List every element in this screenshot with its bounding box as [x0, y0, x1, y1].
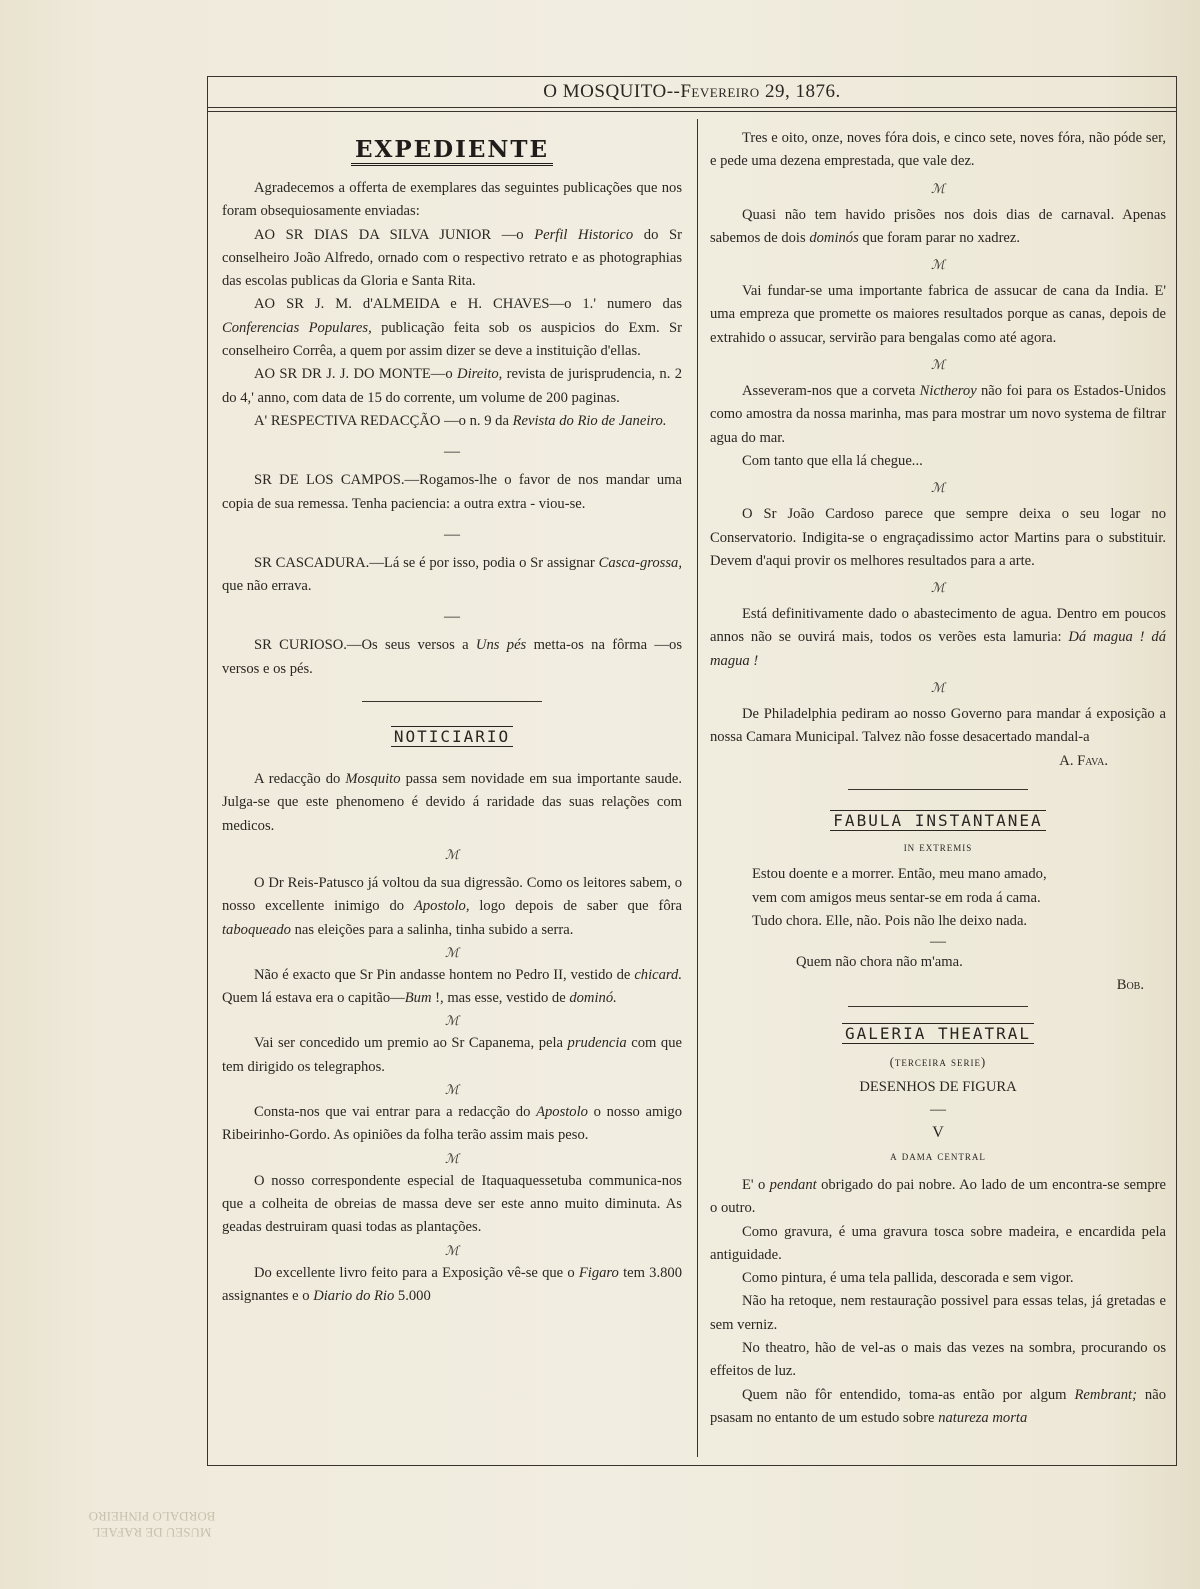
- separator-ornament: ℳ: [445, 1082, 459, 1098]
- signature-bob: Bob.: [1116, 977, 1144, 994]
- masthead: [208, 81, 1176, 105]
- poem-line-4: Quem não chora não m'ama.: [796, 954, 963, 971]
- separator-ornament: ℳ: [931, 480, 945, 496]
- news-item-3: Não é exacto que Sr Pin andasse hontem no Pedro II, vestido de chicard. Quem lá estava era o capitão—Bum !, mas esse, vestido de dominó.: [222, 966, 682, 1007]
- separator-ornament: ℳ: [931, 580, 945, 596]
- masthead-date: 29, 1876.: [759, 81, 841, 102]
- separator-ornament: ℳ: [445, 846, 459, 862]
- separator-ornament: ℳ: [445, 1013, 459, 1029]
- correspondence-2: SR CASCADURA.—Lá se é por isso, podia o Sr assignar Casca-grossa, que não errava.: [222, 554, 682, 595]
- stamp-line-2: BORDALO PINHEIRO: [88, 1509, 216, 1524]
- right-column: [710, 127, 1166, 1430]
- galeria-para-1: E' o pendant obrigado do pai nobre. Ao lado de um encontra-se sempre o outro.: [710, 1176, 1166, 1217]
- separator-ornament: ℳ: [445, 1150, 459, 1166]
- expediente-intro: Agradecemos a offerta de exemplares das seguintes publicações que nos foram obsequiosamente enviadas:: [222, 180, 682, 220]
- galeria-para-4: Não ha retoque, nem restauração possivel para essas telas, já gretadas e sem verniz.: [710, 1293, 1166, 1333]
- section-dash: —: [930, 1101, 946, 1119]
- galeria-para-2: Como gravura, é uma gravura tosca sobre madeira, e encardida pela antiguidade.: [710, 1223, 1166, 1263]
- section-dash: —: [930, 933, 946, 951]
- masthead-title: O MOSQUITO--: [543, 81, 681, 102]
- expediente-item-2: AO SR J. M. d'ALMEIDA e H. CHAVES—o 1.' numero das Conferencias Populares, publicação feita sob os auspicios do Exm. Sr conselheiro Corrêa, a quem por assim dizer se deve a instituição d'ellas.: [222, 296, 682, 360]
- left-column: [222, 125, 682, 1308]
- news-item-10: Vai fundar-se uma importante fabrica de assucar de cana da India. E' uma empreza que promette os maiores resultados porque as canas, depois de extrahido o assucar, servirão para bengalas como até agora.: [710, 283, 1166, 346]
- section-dash: —: [444, 608, 460, 626]
- section-rule: [848, 789, 1028, 790]
- poem-line-1: Estou doente e a morrer. Então, meu mano amado,: [752, 866, 1047, 883]
- galeria-series: (terceira serie): [889, 1054, 987, 1069]
- news-item-12: O Sr João Cardoso parece que sempre deixa o seu logar no Conservatorio. Indigita-se o engraçadissimo actor Martins para o substituir. Devem d'aqui provir os melhores resultados para a arte.: [710, 506, 1166, 569]
- expediente-item-3: AO SR DR J. J. DO MONTE—o Direito, revista de jurisprudencia, n. 2 do 4,' anno, com data de 15 do corrente, um volume de 200 paginas.: [222, 366, 682, 406]
- museum-stamp: [62, 1480, 242, 1540]
- galeria-subtitle: DESENHOS DE FIGURA: [859, 1079, 1017, 1096]
- galeria-heading: GALERIA THEATRAL: [710, 1021, 1166, 1047]
- section-rule: [848, 1006, 1028, 1007]
- separator-ornament: ℳ: [445, 1242, 459, 1258]
- section-dash: —: [444, 443, 460, 461]
- separator-ornament: ℳ: [931, 257, 945, 273]
- news-item-1: A redacção do Mosquito passa sem novidade em sua importante saude. Julga-se que este phenomeno é devido á raridade das suas relações com medicos.: [222, 771, 682, 834]
- galeria-para-6: Quem não fôr entendido, toma-as então por algum Rembrant; não psasam no entanto de um estudo sobre natureza morta: [710, 1386, 1166, 1426]
- poem-line-2: vem com amigos meus sentar-se em roda á cama.: [752, 889, 1041, 906]
- news-item-8: Tres e oito, onze, noves fóra dois, e cinco sete, noves fóra, não póde ser, e pede uma dezena emprestada, que vale dez.: [710, 130, 1166, 170]
- news-item-11: Asseveram-nos que a corveta Nictheroy não foi para os Estados-Unidos como amostra da nossa marinha, mas para mostrar um novo systema de filtrar agua do mar.: [710, 383, 1166, 446]
- news-item-14: De Philadelphia pediram ao nosso Governo para mandar á exposição a nossa Camara Municipal. Talvez não fosse desacertado mandal-a: [710, 706, 1166, 746]
- galeria-chapter-title: a dama central: [890, 1148, 986, 1163]
- noticiario-heading: NOTICIARIO: [222, 724, 682, 750]
- section-rule: [362, 701, 542, 702]
- galeria-roman-numeral: V: [932, 1124, 944, 1142]
- news-item-2: O Dr Reis-Patusco já voltou da sua digressão. Como os leitores sabem, o nosso excellente inimigo do Apostolo, logo depois de saber que fôra taboqueado nas eleições para a salinha, tinha subido a serra.: [222, 874, 682, 938]
- section-dash: —: [444, 525, 460, 543]
- page-frame: [207, 76, 1177, 1466]
- header-rule: [208, 107, 1176, 108]
- correspondence-3: SR CURIOSO.—Os seus versos a Uns pés metta-os na fôrma —os versos e os pés.: [222, 637, 682, 677]
- signature-fava: A. Fava.: [1059, 752, 1108, 769]
- news-item-13: Está definitivamente dado o abastecimento de agua. Dentro em poucos annos não se ouvirá mais, todos os verões esta lamuria: Dá magua ! dá magua !: [710, 606, 1166, 669]
- separator-ornament: ℳ: [931, 680, 945, 696]
- column-divider: [697, 119, 698, 1457]
- galeria-para-5: No theatro, hão de vel-as o mais das vezes na sombra, procurando os effeitos de luz.: [710, 1339, 1166, 1380]
- news-item-11-cont: Com tanto que ella lá chegue...: [742, 452, 923, 469]
- separator-ornament: ℳ: [445, 944, 459, 960]
- fabula-heading: FABULA INSTANTANEA: [710, 808, 1166, 834]
- header-rule-thin: [208, 111, 1176, 112]
- news-item-9: Quasi não tem havido prisões nos dois dias de carnaval. Apenas sabemos de dois dominós que foram parar no xadrez.: [710, 206, 1166, 246]
- news-item-4: Vai ser concedido um premio ao Sr Capanema, pela prudencia com que tem dirigido os telegraphos.: [222, 1035, 683, 1075]
- poem-line-3: Tudo chora. Elle, não. Pois não lhe deixo nada.: [752, 912, 1028, 929]
- galeria-para-3: Como pintura, é uma tela pallida, descorada e sem vigor.: [742, 1270, 1074, 1287]
- expediente-item-1: AO SR DIAS DA SILVA JUNIOR —o Perfil Historico do Sr conselheiro João Alfredo, ornado com o respectivo retrato e as photographias das escolas publicas da Gloria e Santa Rita.: [222, 226, 682, 290]
- correspondence-1: SR DE LOS CAMPOS.—Rogamos-lhe o favor de nos mandar uma copia de sua remessa. Tenha paciencia: a outra extra - viou-se.: [222, 472, 682, 512]
- expediente-heading: EXPEDIENTE: [222, 133, 682, 167]
- news-item-5: Consta-nos que vai entrar para a redacção do Apostolo o nosso amigo Ribeirinho-Gordo. As opiniões da folha terão assim mais peso.: [222, 1104, 683, 1144]
- fabula-subtitle: in extremis: [903, 839, 973, 854]
- stamp-line-1: MUSEU DE RAFAEL: [92, 1525, 212, 1540]
- separator-ornament: ℳ: [931, 357, 945, 373]
- separator-ornament: ℳ: [931, 180, 945, 196]
- news-item-7: Do excellente livro feito para a Exposição vê-se que o Figaro tem 3.800 assignantes e o Diario do Rio 5.000: [222, 1264, 682, 1304]
- masthead-month: Fevereiro: [680, 81, 760, 102]
- expediente-item-4: A' RESPECTIVA REDACÇÃO —o n. 9 da Revista do Rio de Janeiro.: [254, 412, 667, 429]
- news-item-6: O nosso correspondente especial de Itaquaquessetuba communica-nos que a colheita de obreias de massa deve ser este anno muito diminuta. As geadas destruiram quasi todas as plantações.: [222, 1172, 682, 1236]
